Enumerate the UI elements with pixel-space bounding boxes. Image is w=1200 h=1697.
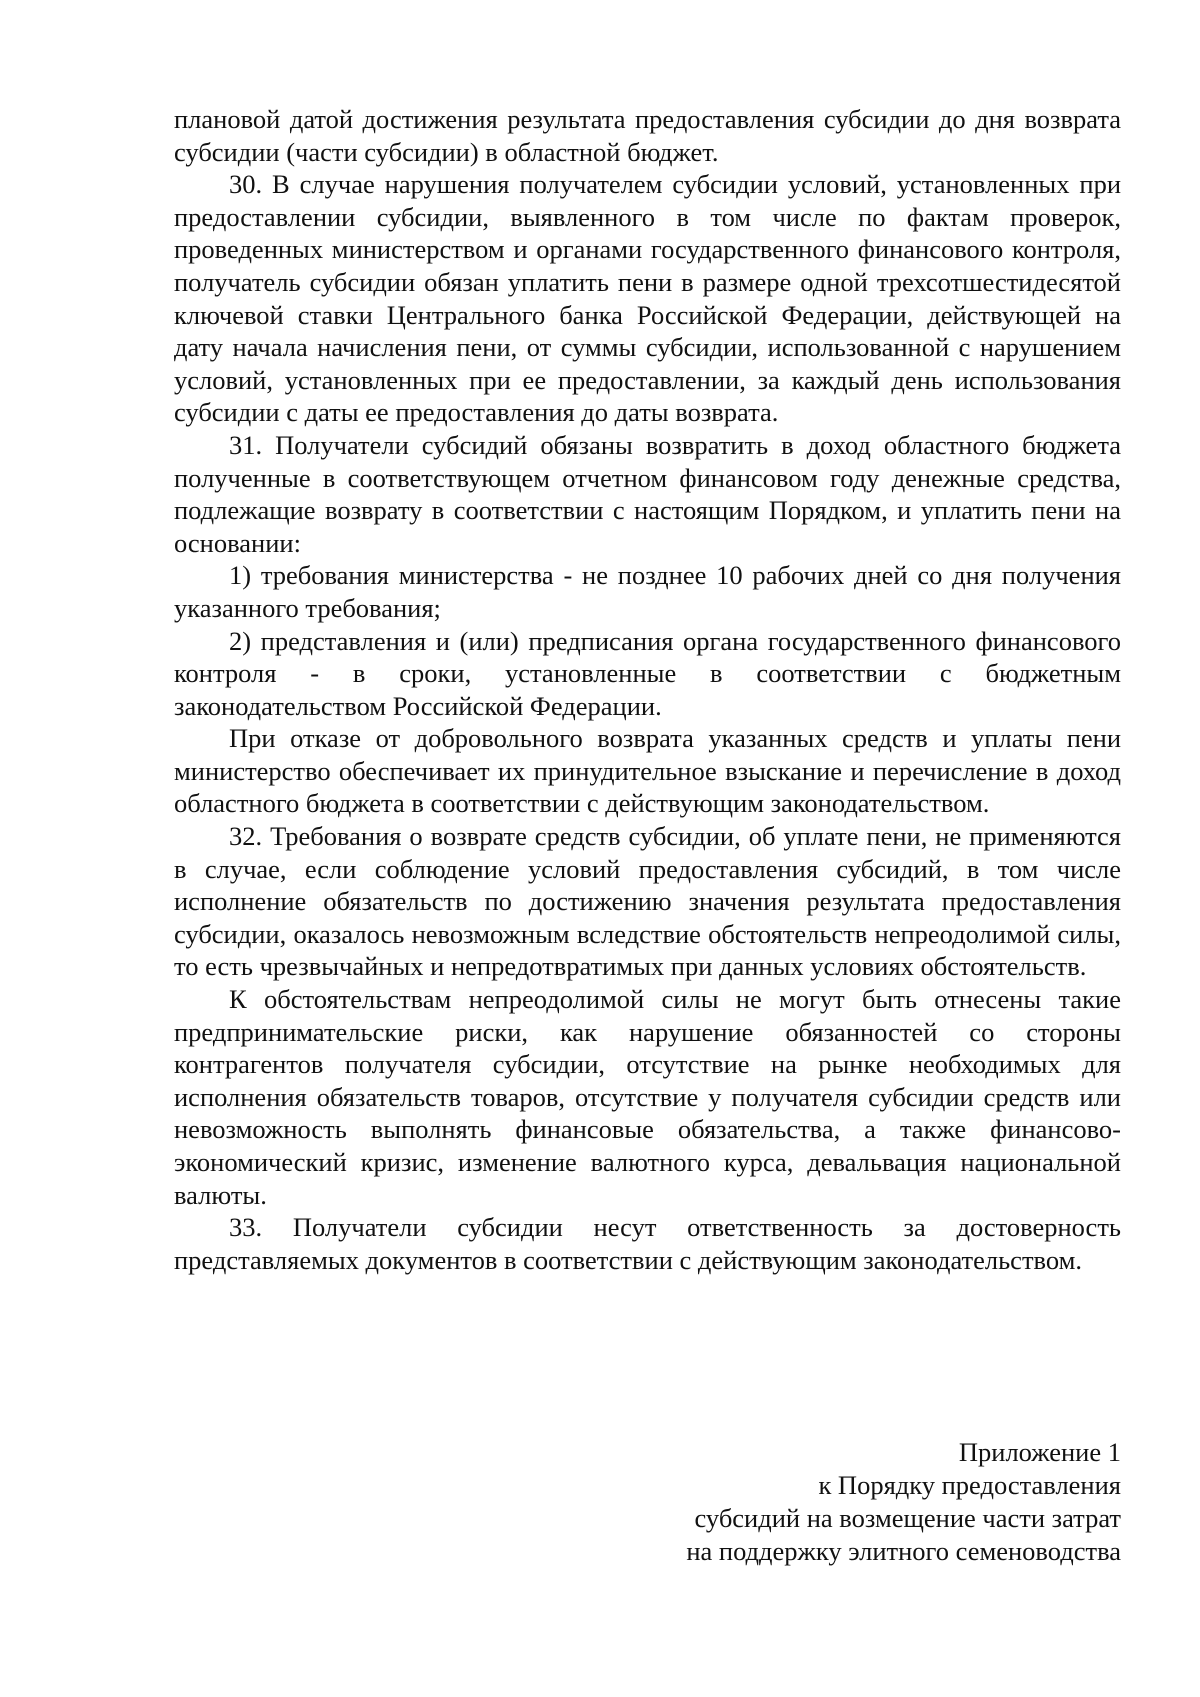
paragraph-force-majeure: К обстоятельствам непреодолимой силы не могут быть отнесены такие предпринимательские риски, как нарушение обязанностей со стороны контрагентов получателя субсидии, отсутствие на рынке необходимых для исполнения обязательств товаров, отсутствие у получателя субсидии средств или невозможность выполнять финансовые обязательства, а также финансово-экономический кризис, изменение валютного курса, девальвация национальной валюты. [174, 984, 1121, 1210]
paragraph-refusal: При отказе от добровольного возврата указанных средств и уплаты пени министерство обеспечивает их принудительное взыскание и перечисление в доход областного бюджета в соответствии с действующим законодательством. [174, 723, 1121, 819]
appendix-reference-line: субсидий на возмещение части затрат [694, 1503, 1121, 1533]
paragraph-item-31: 31. Получатели субсидий обязаны возвратить в доход областного бюджета полученные в соответствующем отчетном финансовом году денежные средства, подлежащие возврату в соответствии с настоящим Порядком, и уплатить пени на основании: [174, 429, 1121, 558]
paragraph-item-30: 30. В случае нарушения получателем субсидии условий, установленных при предоставлении субсидии, выявленного в том числе по фактам проверок, проведенных министерством и органами государственного финансового контроля, получатель субсидии обязан уплатить пени в размере одной трехсотшестидесятой ключевой ставки Центрального банка Российской Федерации, действующей на дату начала начисления пени, от суммы субсидии, использованной с нарушением условий, установленных при ее предоставлении, за каждый день использования субсидии с даты ее предоставления до даты возврата. [174, 169, 1121, 428]
paragraph-item-32: 32. Требования о возврате средств субсидии, об уплате пени, не применяются в случае, если соблюдение условий предоставления субсидий, в том числе исполнение обязательств по достижению значения результата предоставления субсидии, оказалось невозможным вследствие обстоятельств непреодолимой силы, то есть чрезвычайных и непредотвратимых при данных условиях обстоятельств. [174, 821, 1121, 982]
appendix-heading [560, 1436, 1121, 1568]
paragraph-subitem-1: 1) требования министерства - не позднее 10 рабочих дней со дня получения указанного требования; [174, 560, 1121, 623]
paragraph-continuation: плановой датой достижения результата предоставления субсидии до дня возврата субсидии (части субсидии) в областной бюджет. [174, 104, 1121, 167]
appendix-reference-line: к Порядку предоставления [818, 1470, 1121, 1500]
paragraph-item-33: 33. Получатели субсидии несут ответственность за достоверность представляемых документов в соответствии с действующим законодательством. [174, 1212, 1121, 1275]
document-body [174, 103, 1121, 1276]
appendix-title: Приложение 1 [958, 1437, 1121, 1467]
paragraph-subitem-2: 2) представления и (или) предписания органа государственного финансового контроля - в сроки, установленные в соответствии с бюджетным законодательством Российской Федерации. [174, 625, 1121, 721]
appendix-reference-line: на поддержку элитного семеноводства [686, 1536, 1121, 1566]
